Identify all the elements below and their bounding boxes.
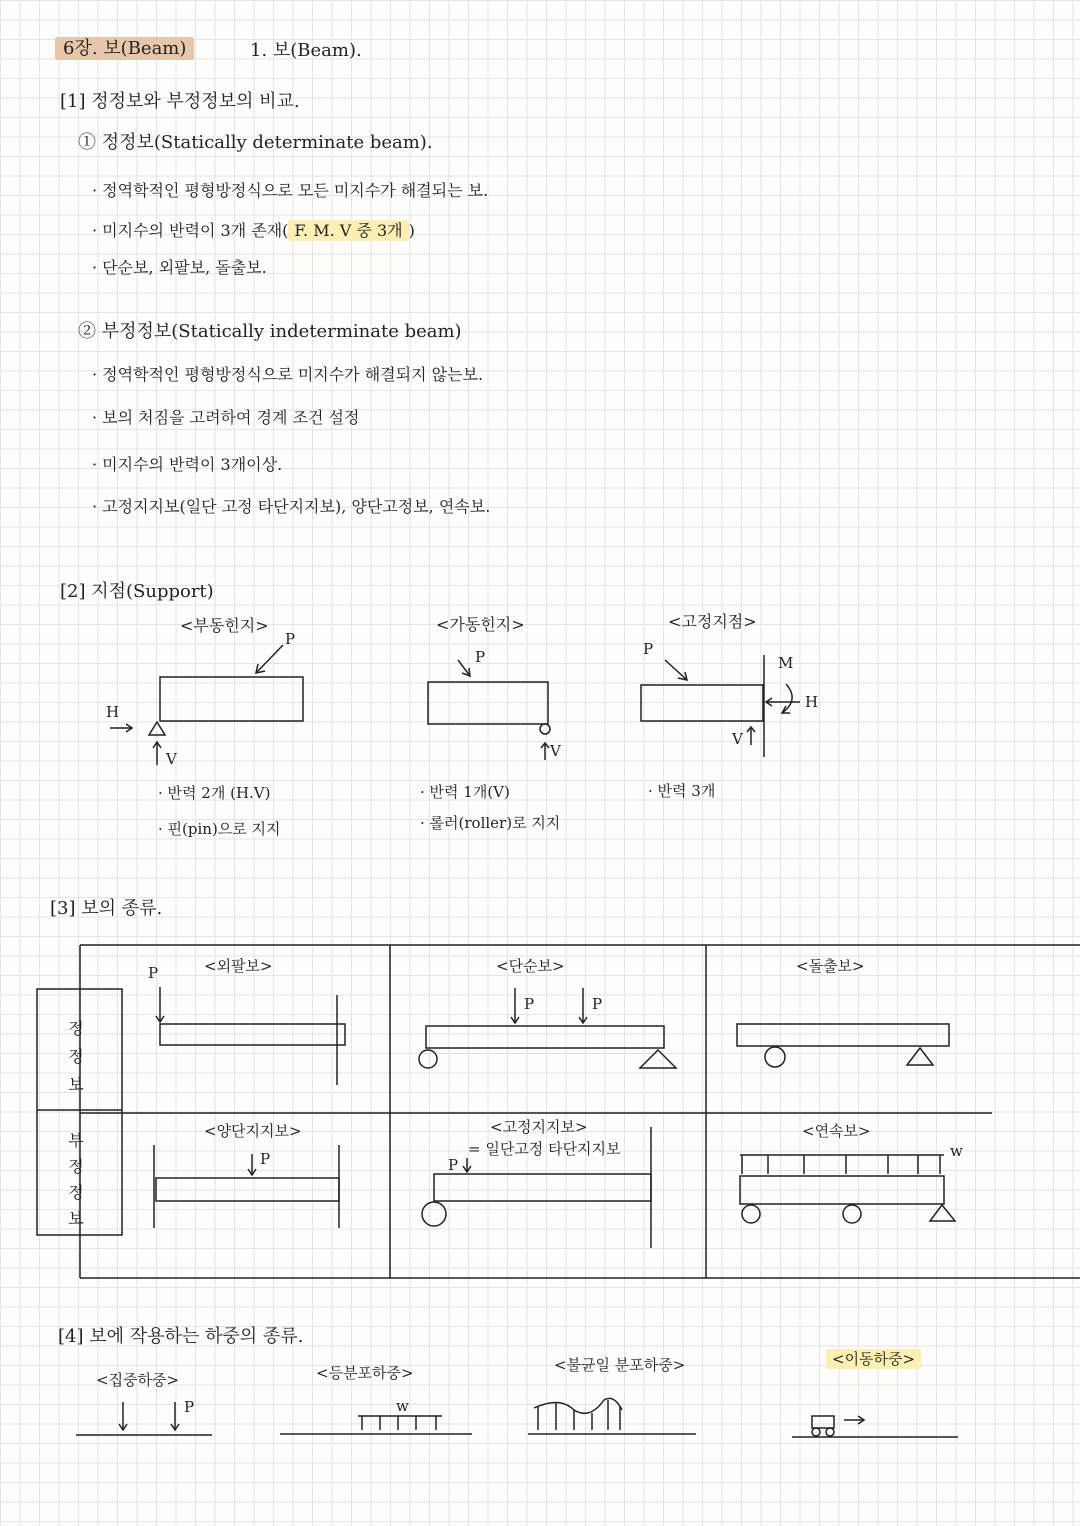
cell-continuous: <연속보> xyxy=(802,1122,871,1140)
cantilever-p: P xyxy=(148,964,159,982)
cell-propped: <고정지지보> xyxy=(490,1118,588,1136)
hinge-load-arrow xyxy=(256,645,283,673)
hinge-triangle xyxy=(149,722,165,735)
fixed-m-label: M xyxy=(778,654,794,672)
sec1-title: [1] 정정보와 부정정보의 비교. xyxy=(60,91,300,112)
cell-fixed-fixed: <양단지지보> xyxy=(204,1122,302,1140)
load-p-label: P xyxy=(184,1398,195,1416)
hinge-h-label: H xyxy=(106,703,120,721)
roller-p-label: P xyxy=(475,648,486,666)
load-moving: <이동하중> xyxy=(826,1348,921,1369)
fixed-v-label: V xyxy=(732,730,743,748)
cell-overhang: <돌출보> xyxy=(796,957,865,975)
sec1-sub2-item2: · 보의 처짐을 고려하여 경계 조건 설정 xyxy=(92,408,360,427)
sec1-sub1: ① 정정보(Statically determinate beam). xyxy=(78,132,433,153)
reaction-highlight: F. M. V 중 3개 xyxy=(288,220,408,241)
propped-p: P xyxy=(448,1156,459,1174)
roller-note-1: · 반력 1개(V) xyxy=(420,783,510,801)
row-determinate-label: 정정보 xyxy=(68,1019,84,1094)
sec1-sub2-item4: · 고정지지보(일단 고정 타단지지보), 양단고정보, 연속보. xyxy=(92,497,491,516)
sec1-sub2-item1: · 정역학적인 평형방정식으로 미지수가 해결되지 않는보. xyxy=(92,365,484,384)
continuous-w: w xyxy=(950,1142,963,1160)
fixed-beam xyxy=(641,685,763,721)
roller-title: <가동힌지> xyxy=(436,615,525,634)
cell-cantilever: <외팔보> xyxy=(204,957,273,975)
simple-p1: P xyxy=(524,995,535,1013)
fixedfixed-p: P xyxy=(260,1150,271,1168)
row-indeterminate-label: 부정정보 xyxy=(68,1131,84,1228)
fixed-p-label: P xyxy=(643,640,654,658)
sec1-item3: · 단순보, 외팔보, 돌출보. xyxy=(92,258,267,277)
hinge-v-label: V xyxy=(166,750,177,768)
propped-note: = 일단고정 타단지지보 xyxy=(468,1140,621,1158)
fixed-note-1: · 반력 3개 xyxy=(648,782,716,800)
roller-beam xyxy=(428,682,548,724)
roller-note-2: · 롤러(roller)로 지지 xyxy=(420,814,561,832)
hinge-note-1: · 반력 2개 (H.V) xyxy=(158,784,271,802)
load-nonuniform: <불균일 분포하중> xyxy=(554,1356,686,1374)
roller-v-label: V xyxy=(550,742,561,760)
sec4-title: [4] 보에 작용하는 하중의 종류. xyxy=(58,1326,304,1347)
sec1-item2: · 미지수의 반력이 3개 존재( F. M. V 중 3개 ) xyxy=(92,221,415,240)
hinge-note-2: · 핀(pin)으로 지지 xyxy=(158,820,281,838)
cell-simple: <단순보> xyxy=(496,957,565,975)
fixed-h-label: H xyxy=(805,693,819,711)
roller-circle xyxy=(540,724,550,734)
sec1-sub2-item3: · 미지수의 반력이 3개이상. xyxy=(92,455,283,474)
sec2-title: [2] 지점(Support) xyxy=(60,581,214,602)
hinge-beam xyxy=(160,677,303,721)
fixed-title: <고정지점> xyxy=(668,612,757,631)
chapter-title: 6장. 보(Beam) xyxy=(55,34,194,60)
load-uniform: <등분포하중> xyxy=(316,1364,414,1382)
sec1-item1: · 정역학적인 평형방정식으로 모든 미지수가 해결되는 보. xyxy=(92,181,489,200)
load-w-label: w xyxy=(396,1397,409,1415)
simple-p2: P xyxy=(592,995,603,1013)
hinge-title: <부동힌지> xyxy=(180,616,269,635)
section-title: 1. 보(Beam). xyxy=(250,40,362,61)
hinge-p-label: P xyxy=(285,630,296,648)
sec1-sub2: ② 부정정보(Statically indeterminate beam) xyxy=(78,321,462,342)
load-concentrated: <집중하중> xyxy=(96,1371,180,1389)
sec3-title: [3] 보의 종류. xyxy=(50,898,163,919)
